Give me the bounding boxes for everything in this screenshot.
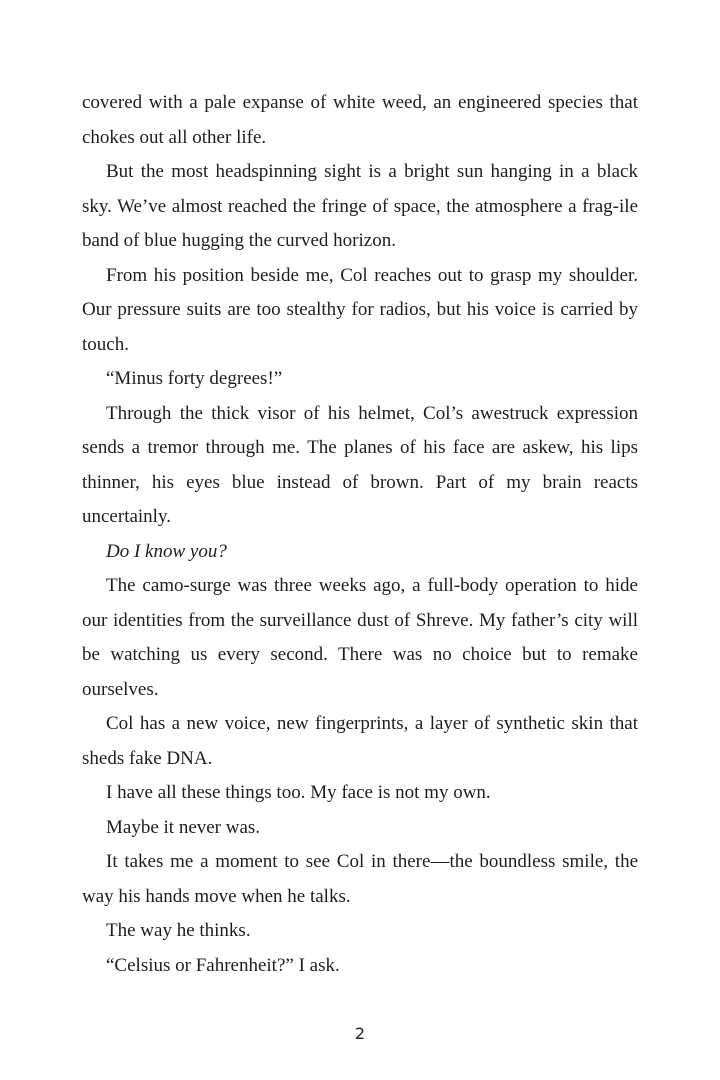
paragraph-9: I have all these things too. My face is not my own. bbox=[106, 782, 491, 803]
paragraph-5: Through the thick visor of his helmet, Col’s awestruck expression sends a tremor through me. The planes of his face are askew, his lips thinner, his eyes blue instead of brown. Part of my brain reacts uncertainly. bbox=[82, 402, 638, 527]
paragraph-12: The way he thinks. bbox=[106, 920, 251, 941]
paragraph-1: covered with a pale expanse of white weed, an engineered species that chokes out all other life. bbox=[82, 92, 638, 148]
paragraph-3: From his position beside me, Col reaches out to grasp my shoulder. Our pressure suits are too stealthy for radios, but his voice is carried by touch. bbox=[82, 264, 638, 355]
paragraph-13: “Celsius or Fahrenheit?” I ask. bbox=[106, 954, 340, 976]
body-text bbox=[82, 86, 638, 983]
paragraph-11: It takes me a moment to see Col in there—the boundless smile, the way his hands move when he talks. bbox=[82, 851, 638, 907]
paragraph-10: Maybe it never was. bbox=[106, 816, 261, 838]
paragraph-6: Do I know you? bbox=[106, 540, 227, 562]
paragraph-4: “Minus forty degrees!” bbox=[106, 368, 283, 389]
paragraph-8: Col has a new voice, new fingerprints, a layer of synthetic skin that sheds fake DNA. bbox=[82, 713, 638, 769]
paragraph-2: But the most headspinning sight is a bright sun hanging in a black sky. We’ve almost reached the fringe of space, the atmosphere a frag-ile band of blue hugging the curved horizon. bbox=[82, 161, 638, 251]
paragraph-7: The camo-surge was three weeks ago, a full-body operation to hide our identities from the surveillance dust of Shreve. My father’s city will be watching us every second. There was no choice but to remake ourselves. bbox=[82, 575, 638, 700]
page-number: 2 bbox=[354, 1024, 366, 1043]
